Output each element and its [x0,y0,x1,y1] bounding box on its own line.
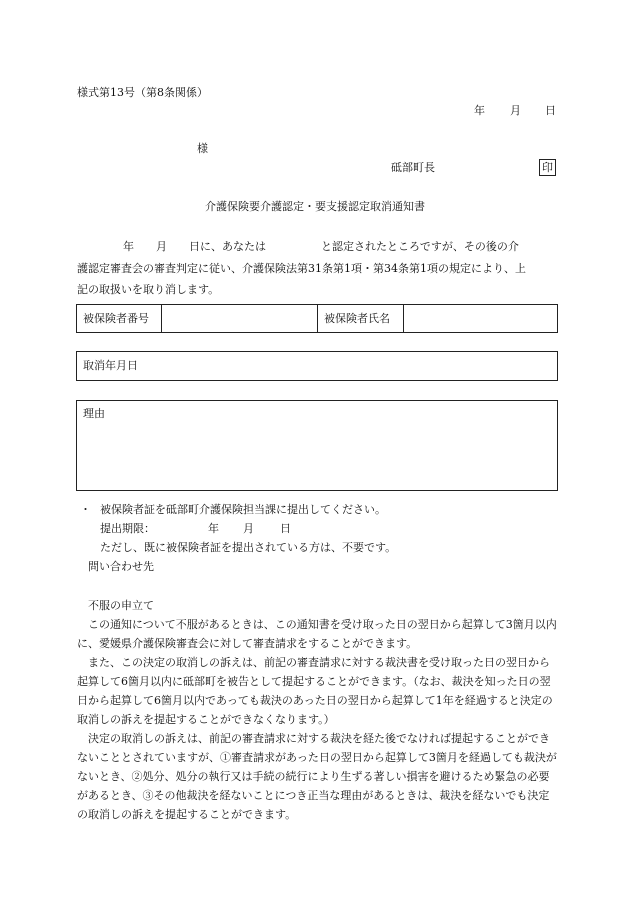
addressee-suffix: 様 [197,142,208,155]
insured-name-label: 被保険者氏名 [317,305,403,332]
intro-line-1: 年 月 日に、あなたは と認定されたところですが、その後の介 [123,240,519,253]
reason-label: 理由 [83,407,105,420]
form-number: 様式第13号（第8条関係） [77,86,208,99]
already-submitted-note: ただし、既に被保険者証を提出されている方は、不要です。 [100,541,397,554]
document-title: 介護保険要介護認定・要支援認定取消通知書 [205,200,425,213]
insured-info-row [76,304,558,333]
cancel-date-label: 取消年月日 [83,359,138,372]
deadline-label: 提出期限： [100,522,155,535]
date-year-label: 年 [474,104,485,117]
objection-paragraph-3: 決定の取消しの訴えは、前記の審査請求に対する裁決を経た後でなければ提起することができないこととされていますが、①審査請求があった日の翌日から起算して3箇月を経過しても裁決がないとき、②処分、処分の執行又は手続の続行により生ずる著しい損害を避けるため緊急の必要があるとき、③その他裁決を経ないことにつき正当な理由があるときは、裁決を経ないでも決定の取消しの訴えを提起することができます。 [77,732,557,821]
objection-text [77,615,557,824]
submit-instruction: 被保険者証を砥部町介護保険担当課に提出してください。 [100,503,386,516]
deadline-year-label: 年 [208,522,219,535]
objection-paragraph-1: この通知について不服があるときは、この通知書を受け取った日の翌日から起算して3箇月以内に、愛媛県介護保険審査会に対して審査請求をすることができます。 [77,618,557,650]
cancel-date-row[interactable] [76,351,558,381]
contact-label: 問い合わせ先 [88,560,154,573]
insured-name-field[interactable] [403,305,557,332]
objection-heading: 不服の申立て [88,599,154,612]
intro-line-3: 記の取扱いを取り消します。 [77,283,220,296]
reason-box[interactable] [76,400,558,491]
date-month-label: 月 [510,104,521,117]
objection-paragraph-2: また、この決定の取消しの訴えは、前記の審査請求に対する裁決書を受け取った日の翌日から起算して6箇月以内に砥部町を被告として提起することができます。（なお、裁決を知った日の翌日から起算して6箇月以内であっても裁決のあった日の翌日から起算して1年を経過すると決定の取消しの訴えを提起することができなくなります。） [77,656,553,726]
insured-number-label: 被保険者番号 [83,312,149,325]
issuer-title: 砥部町長 [391,161,435,174]
deadline-day-label: 日 [280,522,291,535]
deadline-month-label: 月 [243,522,254,535]
date-day-label: 日 [545,104,556,117]
bullet-mark: ・ [80,503,91,516]
seal-mark: 印 [539,159,556,176]
intro-line-2: 護認定審査会の審査判定に従い、介護保険法第31条第1項・第34条第1項の規定により、上 [77,262,526,275]
